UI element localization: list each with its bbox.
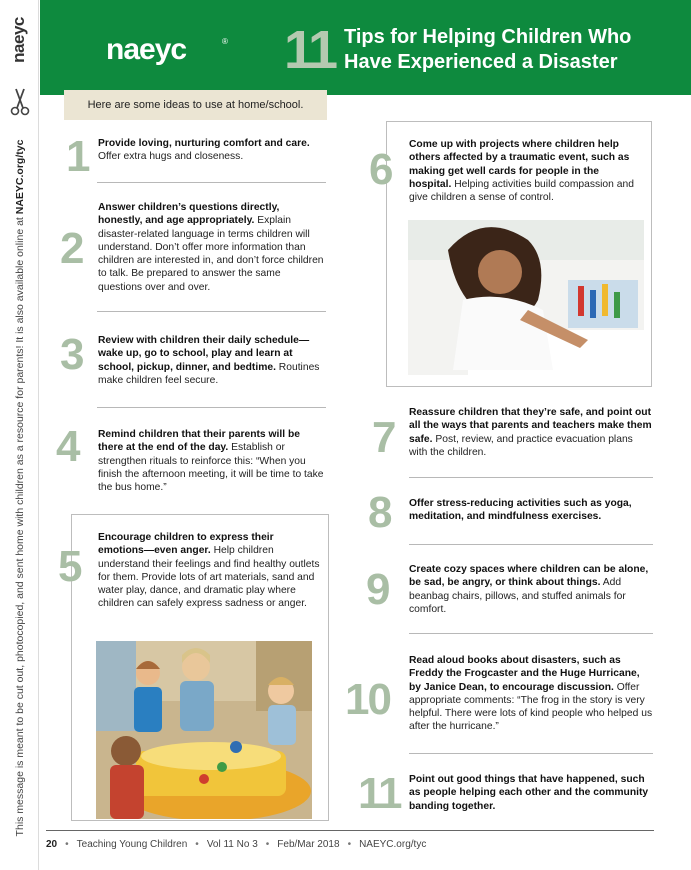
divider (409, 544, 653, 545)
tip-text: Encourage children to express their emotions—even anger. Help children understand their feelings and find healthy outlets for them. Provide lots of art materials, sand and water play, dance, and dramatic play where children can safely express sadness or anger. (98, 532, 320, 610)
divider (409, 633, 653, 634)
scissors-icon (9, 86, 31, 116)
tip-text: Reassure children that they’re safe, and point out all the ways that parents and teachers make them safe. Post, review, and practice evacuation plans with the children. (409, 407, 652, 458)
tip-text: Remind children that their parents will be there at the end of the day. Establish or strengthen rituals to reinforce this: “When you finish the afternoon meeting, it will be time to take the bus home.” (98, 429, 324, 494)
cutout-strip (0, 0, 39, 870)
tip-number: 8 (368, 488, 391, 537)
divider (409, 753, 653, 754)
tip-number: 11 (358, 769, 401, 818)
divider (97, 182, 326, 183)
tip-text: Answer children’s questions directly, honestly, and age appropriately. Explain disaster-related language in terms children will understand. Don’t offer more information than children are interested in, and don’t force children to talk. Be prepared to answer the same questions over and over. (98, 202, 324, 293)
tip-number: 10 (345, 675, 390, 724)
tip-text: Create cozy spaces where children can be alone, be sad, be angry, or think about things. Add beanbag chairs, pillows, and stuffed animals for comfort. (409, 564, 649, 615)
tip-number: 4 (56, 422, 79, 471)
tip-number: 9 (366, 565, 389, 614)
tip-number: 5 (58, 542, 81, 591)
intro-box: Here are some ideas to use at home/school. (64, 90, 327, 120)
tip-number: 6 (369, 145, 392, 194)
sidebar-link[interactable]: NAEYC.org/tyc (14, 139, 26, 215)
sidebar-note: This message is meant to be cut out, photocopied, and sent home with children as a resource for parents! It is also available online at NAEYC.org/tyc (14, 139, 26, 837)
divider (97, 311, 326, 312)
publication-name: Teaching Young Children (76, 839, 188, 850)
tip-text: Read aloud books about disasters, such as Freddy the Frogcaster and the Huge Hurricane, by Janice Dean, to encourage discussion. Offer appropriate comments: “The frog in the story is very helpful. There were lots of kind people who helped us after the hurricane.” (409, 655, 653, 733)
tip-text: Offer stress-reducing activities such as yoga, meditation, and mindfulness exercises. (409, 498, 632, 523)
page-title: Tips for Helping Children Who Have Experienced a Disaster (344, 26, 632, 73)
divider (97, 407, 326, 408)
page-footer: 20 • Teaching Young Children • Vol 11 No 3 • Feb/Mar 2018 • NAEYC.org/tyc (46, 839, 427, 850)
child-drawing-photo (408, 220, 644, 375)
tip-text: Review with children their daily schedule—wake up, go to school, play and learn at school, pickup, dinner, and bedtime. Routines make children feel secure. (98, 335, 320, 386)
tip-number: 1 (66, 132, 89, 181)
tip-text: Point out good things that have happened, such as people helping each other and the community banding together. (409, 774, 649, 812)
header-number: 11 (284, 20, 336, 80)
header-band (40, 0, 691, 95)
naeyc-logo: naeyc ® (106, 33, 228, 66)
tip-text: Provide loving, nurturing comfort and care. Offer extra hugs and closeness. (98, 138, 310, 163)
tip-number: 2 (60, 224, 83, 273)
footer-rule (46, 830, 654, 831)
volume-issue: Vol 11 No 3 (206, 839, 258, 850)
divider (409, 477, 653, 478)
issue-date: Feb/Mar 2018 (277, 839, 340, 850)
footer-link[interactable]: NAEYC.org/tyc (359, 839, 427, 850)
tip-number: 3 (60, 330, 83, 379)
tip-text: Come up with projects where children help others affected by a traumatic event, such as making get well cards for people in the hospital. Helping activities build compassion and give children a sense of control. (409, 139, 634, 204)
classroom-photo (96, 641, 312, 819)
sidebar-naeyc-logo: naeyc (9, 17, 28, 63)
page-number: 20 (46, 839, 58, 850)
tip-number: 7 (372, 413, 395, 462)
